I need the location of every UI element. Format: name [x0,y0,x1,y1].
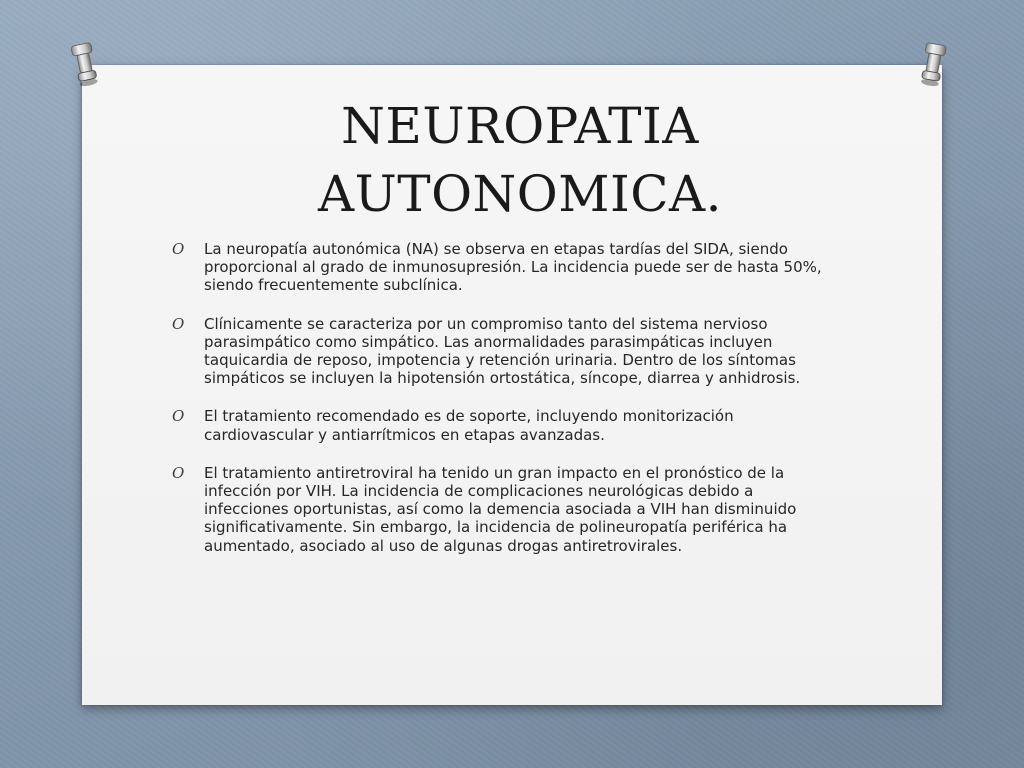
bullet-text: La neuropatía autonómica (NA) se observa en etapas tardías del SIDA, siendo proporcional al grado de inmunosupresión. La incidencia puede ser de hasta 50%, siendo frecuentemente subclínica. [204,240,822,295]
bullet-marker-icon: O [172,314,185,333]
bullet-item [170,315,842,388]
bullet-text: El tratamiento recomendado es de soporte, incluyendo monitorización cardiovascular y antiarrítmicos en etapas avanzadas. [204,407,734,444]
bullet-item [170,240,842,295]
slide-title-line2: AUTONOMICA. [317,165,723,223]
slide-title [220,92,820,228]
pushpin-icon [916,40,950,90]
bullet-marker-icon: O [172,240,185,258]
bullet-marker-icon: O [172,463,185,482]
slide-title-line1: NEUROPATIA [341,97,699,155]
bullet-marker-icon: O [172,407,185,426]
bullet-item [170,407,842,443]
bullet-text: Clínicamente se caracteriza por un compromiso tanto del sistema nervioso parasimpático como simpático. Las anormalidades parasimpáticas incluyen taquicardia de reposo, impotencia y retención urinaria. Dentro de los síntomas simpáticos se incluyen la hipotensión ortostática, síncope, diarrea y anhidrosis. [204,314,801,388]
bullet-text: El tratamiento antiretroviral ha tenido un gran impacto en el pronóstico de la infección por VIH. La incidencia de complicaciones neurológicas debido a infecciones oportunistas, así como la demencia asociada a VIH han disminuido significativamente. Sin embargo, la incidencia de polineuropatía periférica ha aumentado, asociado al uso de algunas drogas antiretrovirales. [204,463,797,555]
bullet-list [170,240,842,575]
bullet-item [170,464,842,555]
pushpin-icon [68,40,103,90]
